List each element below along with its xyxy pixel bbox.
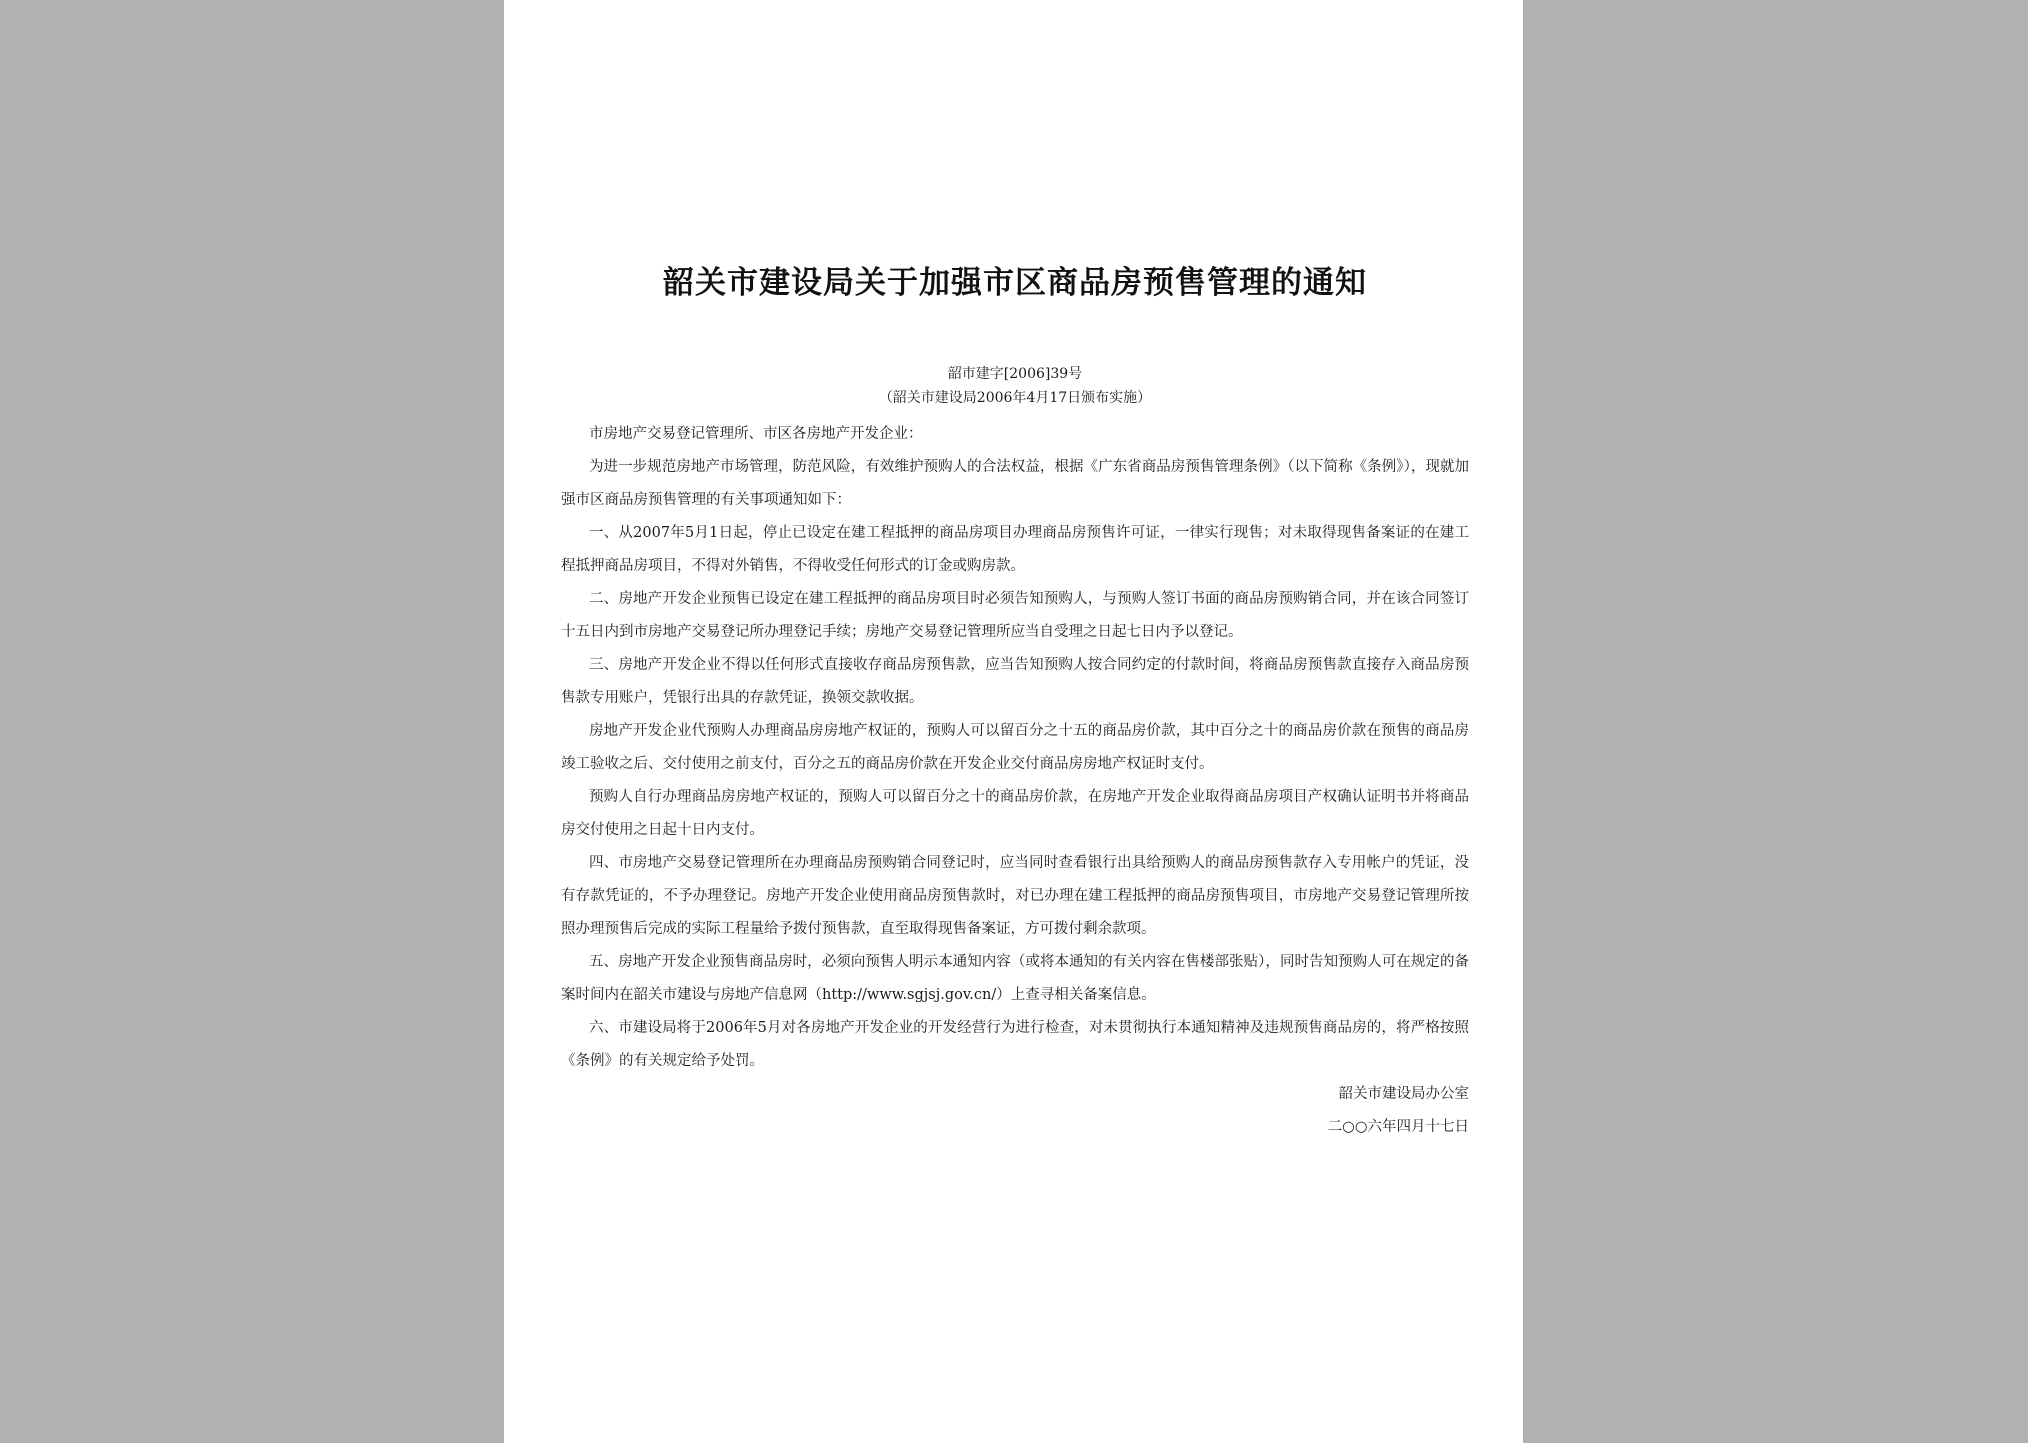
- paragraph-item-3-developer-agent: 房地产开发企业代预购人办理商品房房地产权证的，预购人可以留百分之十五的商品房价款，其中百分之十的商品房价款在预售的商品房竣工验收之后、交付使用之前支付，百分之五的商品房价款在开发企业交付商品房房地产权证时支付。: [561, 723, 1469, 772]
- document-title: 韶关市建设局关于加强市区商品房预售管理的通知: [663, 265, 1367, 301]
- paragraph-item-2: 二、房地产开发企业预售已设定在建工程抵押的商品房项目时必须告知预购人，与预购人签订书面的商品房预购销合同，并在该合同签订十五日内到市房地产交易登记所办理登记手续；房地产交易登记管理所应当自受理之日起七日内予以登记。: [561, 591, 1469, 640]
- paragraph-preamble: 为进一步规范房地产市场管理，防范风险，有效维护预购人的合法权益，根据《广东省商品房预售管理条例》（以下简称《条例》），现就加强市区商品房预售管理的有关事项通知如下：: [561, 459, 1469, 508]
- signature-office: 韶关市建设局办公室: [1338, 1086, 1469, 1102]
- document-content: [561, 262, 1469, 1144]
- paragraph-item-6: 六、市建设局将于2006年5月对各房地产开发企业的开发经营行为进行检查，对未贯彻执行本通知精神及违规预售商品房的，将严格按照《条例》的有关规定给予处罚。: [561, 1020, 1469, 1069]
- paragraph-item-3: 三、房地产开发企业不得以任何形式直接收存商品房预售款，应当告知预购人按合同约定的付款时间，将商品房预售款直接存入商品房预售款专用账户，凭银行出具的存款凭证，换领交款收据。: [561, 657, 1469, 706]
- document-page: [504, 0, 1523, 1443]
- document-number: 韶市建字[2006]39号: [947, 366, 1083, 382]
- addressee-line: 市房地产交易登记管理所、市区各房地产开发企业：: [589, 426, 923, 442]
- paragraph-item-4: 四、市房地产交易登记管理所在办理商品房预购销合同登记时，应当同时查看银行出具给预购人的商品房预售款存入专用帐户的凭证，没有存款凭证的，不予办理登记。房地产开发企业使用商品房预售款时，对已办理在建工程抵押的商品房预售项目，市房地产交易登记管理所按照办理预售后完成的实际工程量给予拨付预售款，直至取得现售备案证，方可拨付剩余款项。: [561, 855, 1469, 937]
- paragraph-item-1: 一、从2007年5月1日起，停止已设定在建工程抵押的商品房项目办理商品房预售许可证，一律实行现售；对未取得现售备案证的在建工程抵押商品房项目，不得对外销售，不得收受任何形式的订金或购房款。: [561, 525, 1469, 574]
- signature-date: 二○○六年四月十七日: [1327, 1119, 1469, 1135]
- paragraph-item-5: 五、房地产开发企业预售商品房时，必须向预售人明示本通知内容（或将本通知的有关内容在售楼部张贴），同时告知预购人可在规定的备案时间内在韶关市建设与房地产信息网（http://www.sgjsj.gov.cn/）上查寻相关备案信息。: [561, 954, 1469, 1003]
- paragraph-item-3-self-handled: 预购人自行办理商品房房地产权证的，预购人可以留百分之十的商品房价款，在房地产开发企业取得商品房项目产权确认证明书并将商品房交付使用之日起十日内支付。: [561, 789, 1469, 838]
- document-issue-note: （韶关市建设局2006年4月17日颁布实施）: [878, 390, 1152, 406]
- body-paragraphs: [561, 451, 1469, 1078]
